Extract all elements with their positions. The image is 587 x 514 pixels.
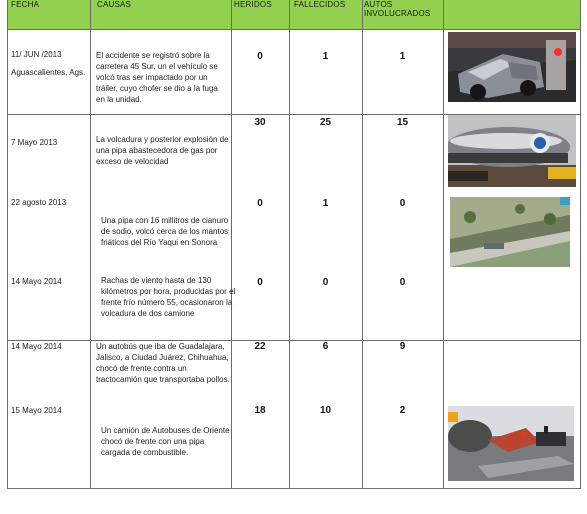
row-causa: Rachas de viento hasta de 130 kilómetros por hora, producidas por el frente frío número 55, ocasionaron la volcadura de dos camione: [101, 276, 236, 318]
row-fecha: 7 Mayo 2013: [11, 138, 58, 147]
row-lugar: Aguascalientes, Ags.: [11, 68, 86, 77]
row-autos: 2: [399, 405, 406, 416]
grid-line: [7, 0, 8, 489]
row-autos: 0: [399, 198, 406, 209]
row-fallecidos: 6: [322, 341, 329, 352]
grid-line: [7, 488, 581, 489]
row-autos: 1: [399, 51, 406, 62]
row-heridos: 18: [254, 405, 266, 416]
row-heridos: 0: [257, 198, 263, 209]
row-fecha: 15 Mayo 2014: [11, 406, 62, 415]
hillside-highway-photo: [450, 197, 570, 267]
grid-line: [580, 0, 581, 489]
row-fecha: 14 Mayo 2014: [11, 342, 62, 351]
row-heridos: 0: [257, 277, 263, 288]
header-fecha: FECHA: [11, 0, 40, 9]
row-heridos: 30: [254, 117, 266, 128]
row-fallecidos: 1: [322, 198, 329, 209]
accidents-table: [7, 0, 581, 489]
row-causa: El accidente se registró sobre la carretera 45 Sur, un el vehículo se volcó tras ser impactado por un tráiler, cuyo chofer se dio a la fuga en la unidad.: [96, 51, 218, 104]
overturned-suv-photo: [448, 32, 576, 102]
header-heridos: HERIDOS: [234, 0, 272, 9]
bus-tanker-crash-photo: [448, 406, 574, 481]
row-autos: 15: [396, 117, 409, 128]
header-causas: CAUSAS: [97, 0, 132, 9]
grid-line: [443, 0, 444, 489]
row-causa: La volcadura y posterior explosión de una pipa abastecedora de gas por exceso de velocidad: [96, 135, 229, 166]
grid-line: [7, 29, 581, 30]
header-fallecidos: FALLECIDOS: [294, 0, 346, 9]
row-autos: 9: [399, 341, 406, 352]
row-fecha: 22 agosto 2013: [11, 198, 67, 207]
row-heridos: 22: [254, 341, 266, 352]
row-causa: Un autobús que iba de Guadalajara, Jalisco, a Ciudad Juárez, Chihuahua, chocó de frente contra un tractocamión que transportaba pollos.: [96, 342, 230, 384]
burned-gas-tanker-photo: [448, 115, 576, 187]
row-autos: 0: [399, 277, 406, 288]
row-causa: Un camión de Autobuses de Oriente chocó de frente con una pipa cargada de combustible.: [101, 426, 230, 457]
row-causa: Una pipa con 16 millitros de cianuro de sodio, volcó cerca de los mantos friáticos del Río Yaqui en Sonora: [101, 216, 229, 247]
row-fallecidos: 1: [322, 51, 329, 62]
row-fallecidos: 0: [322, 277, 329, 288]
row-fecha: 11/ JUN /2013: [11, 50, 62, 59]
header-autos: AUTOS INVOLUCRADOS: [364, 0, 431, 18]
row-fecha: 14 Mayo 2014: [11, 277, 62, 286]
row-fallecidos: 10: [319, 405, 332, 416]
row-fallecidos: 25: [319, 117, 332, 128]
row-heridos: 0: [257, 51, 263, 62]
grid-line: [90, 0, 91, 489]
